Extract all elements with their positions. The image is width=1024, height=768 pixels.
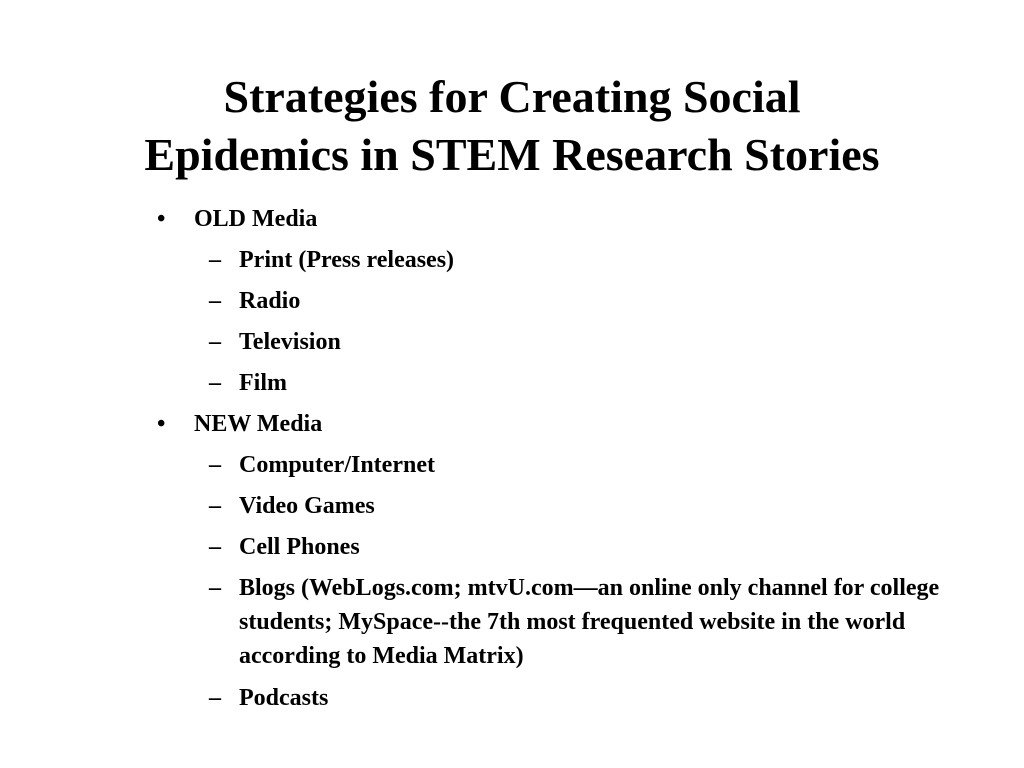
sub-marker: – — [209, 247, 221, 273]
sub-item-text: Video Games — [239, 493, 375, 519]
title-line-1: Strategies for Creating Social — [223, 71, 801, 122]
sub-marker: – — [209, 452, 221, 478]
sub-marker: – — [209, 493, 221, 519]
sub-item-text: Television — [239, 329, 341, 355]
sub-item-text: Film — [239, 370, 287, 396]
bullet-text: NEW Media — [194, 411, 323, 437]
sub-marker: – — [209, 329, 221, 355]
bullet-marker: • — [157, 411, 166, 437]
sub-item-text: Computer/Internet — [239, 452, 435, 478]
sub-item-text: Blogs (WebLogs.com; mtvU.com—an online only channel for college students; MySpace--the 7th most frequented website in the world according to Media Matrix) — [239, 575, 940, 669]
slide-title — [0, 68, 1024, 184]
sub-item-text: Print (Press releases) — [239, 247, 455, 273]
sub-item-text: Podcasts — [239, 685, 329, 711]
sub-marker: – — [209, 534, 221, 560]
sub-item-text: Cell Phones — [239, 534, 360, 560]
sub-item-text: Radio — [239, 288, 301, 314]
sub-marker: – — [209, 575, 221, 601]
bullet-text: OLD Media — [194, 206, 318, 232]
bullet-marker: • — [157, 206, 166, 232]
title-line-2: Epidemics in STEM Research Stories — [144, 129, 880, 180]
sub-marker: – — [209, 288, 221, 314]
sub-marker: – — [209, 685, 221, 711]
sub-marker: – — [209, 370, 221, 396]
